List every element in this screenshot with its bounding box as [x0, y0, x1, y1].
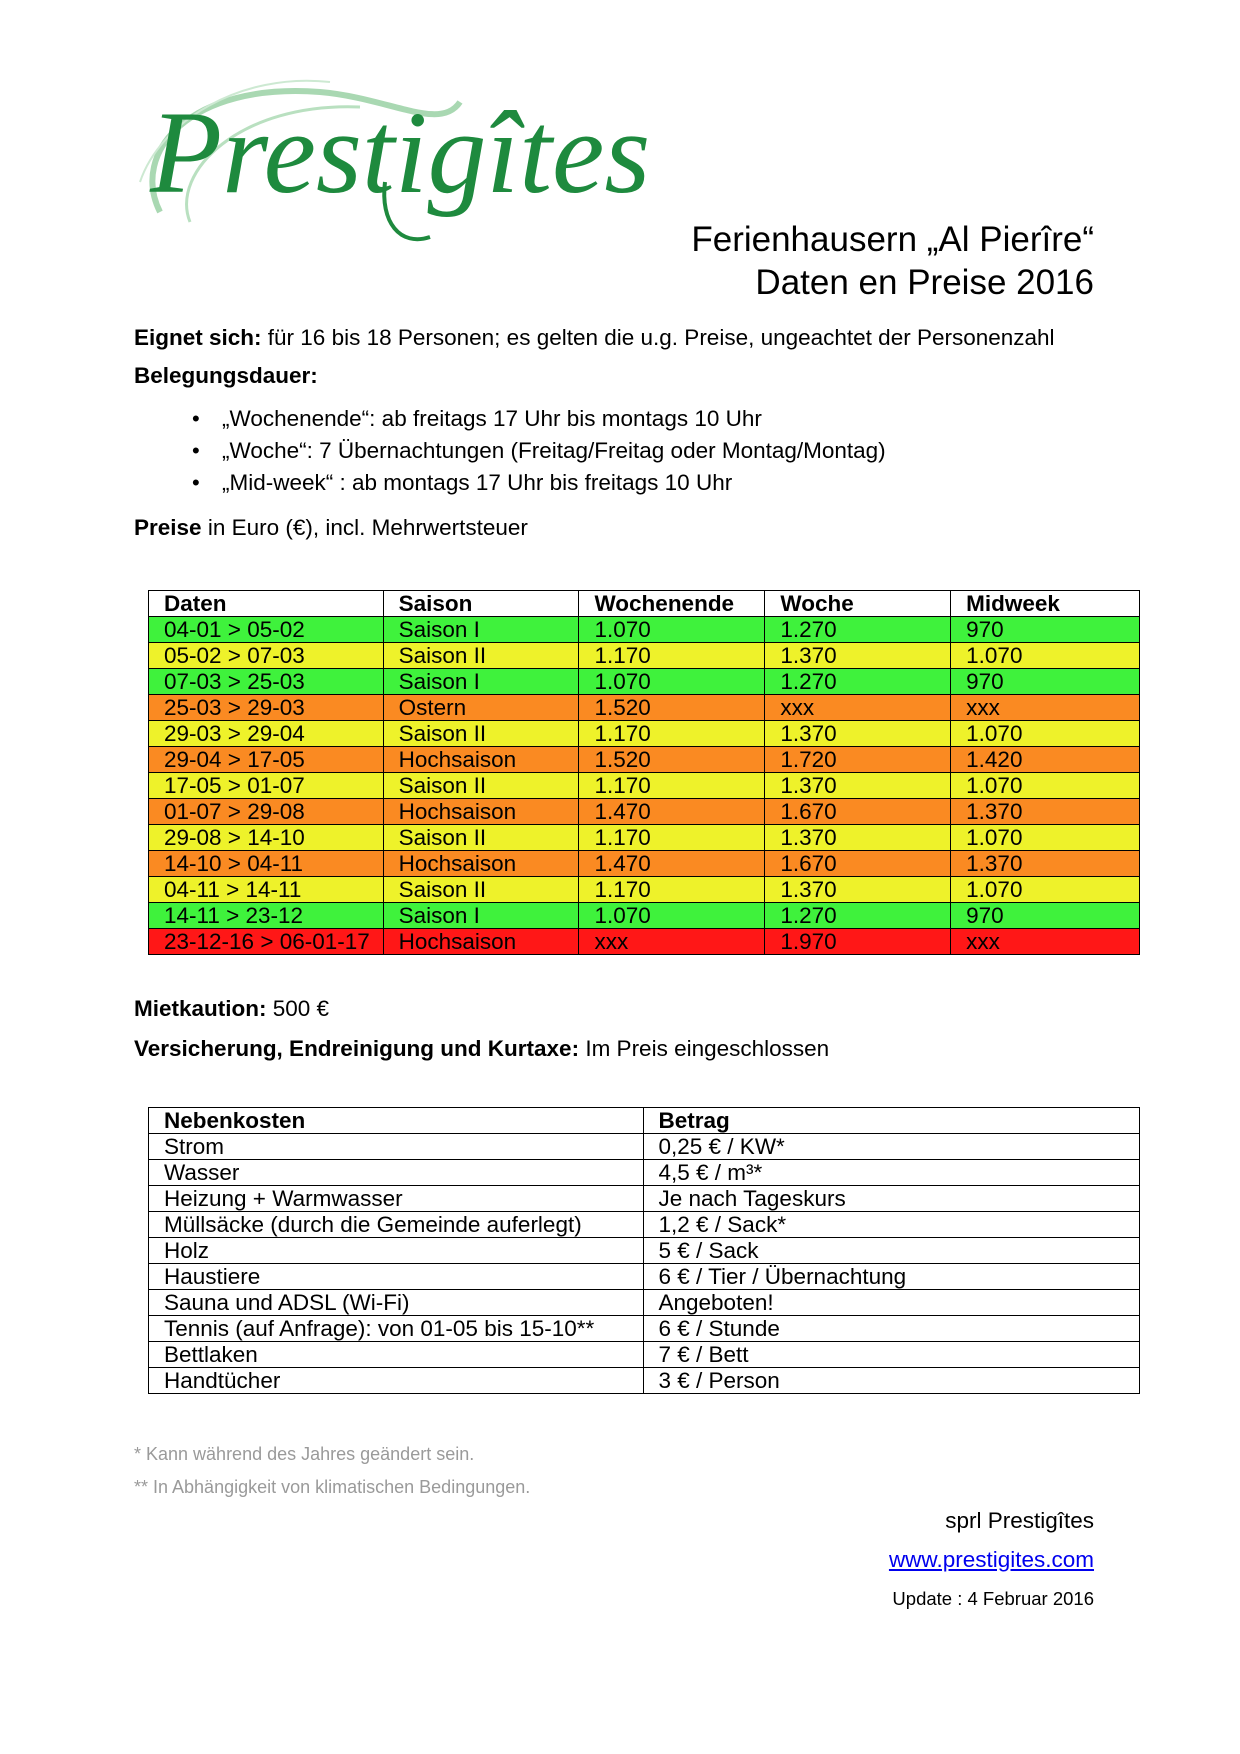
header-daten: Daten [149, 591, 384, 617]
cell-daten: 29-04 > 17-05 [149, 747, 384, 773]
cell-nebenkosten: Heizung + Warmwasser [149, 1186, 644, 1212]
cell-saison: Saison II [383, 643, 579, 669]
cell-saison: Saison I [383, 903, 579, 929]
cell-wochenende: 1.170 [579, 643, 765, 669]
cell-saison: Saison II [383, 773, 579, 799]
cell-woche: xxx [765, 695, 951, 721]
cell-daten: 25-03 > 29-03 [149, 695, 384, 721]
table-row [149, 1368, 1140, 1394]
cell-wochenende: xxx [579, 929, 765, 955]
table-row [149, 695, 1140, 721]
list-item: • „Woche“: 7 Übernachtungen (Freitag/Freitag oder Montag/Montag) [192, 435, 886, 467]
header-wochenende: Wochenende [579, 591, 765, 617]
preise-text: in Euro (€), incl. Mehrwertsteuer [201, 515, 528, 540]
belegung-label-line [134, 363, 318, 389]
header-betrag: Betrag [643, 1108, 1140, 1134]
footnote-1: * Kann während des Jahres geändert sein. [134, 1444, 475, 1464]
header-midweek: Midweek [951, 591, 1140, 617]
table-row [149, 721, 1140, 747]
cell-saison: Hochsaison [383, 799, 579, 825]
cell-betrag: 6 € / Stunde [643, 1316, 1140, 1342]
footnote-2: ** In Abhängigkeit von klimatischen Bedingungen. [134, 1477, 531, 1497]
table-header-row [149, 1108, 1140, 1134]
table-row [149, 1316, 1140, 1342]
cell-midweek: 970 [951, 669, 1140, 695]
cell-midweek: 970 [951, 617, 1140, 643]
company-name: sprl Prestigîtes [945, 1508, 1094, 1533]
table-row [149, 825, 1140, 851]
mietkaution-label: Mietkaution: [134, 996, 267, 1021]
table-row [149, 1134, 1140, 1160]
cell-saison: Hochsaison [383, 747, 579, 773]
cell-nebenkosten: Strom [149, 1134, 644, 1160]
cell-daten: 29-08 > 14-10 [149, 825, 384, 851]
cell-nebenkosten: Bettlaken [149, 1342, 644, 1368]
cell-wochenende: 1.170 [579, 773, 765, 799]
preise-line [134, 515, 528, 541]
header-saison: Saison [383, 591, 579, 617]
prestigites-logo [130, 62, 650, 252]
cell-midweek: 1.370 [951, 799, 1140, 825]
cell-midweek: xxx [951, 929, 1140, 955]
cell-woche: 1.670 [765, 851, 951, 877]
eignet-label: Eignet sich: [134, 325, 262, 350]
cell-nebenkosten: Handtücher [149, 1368, 644, 1394]
title-line-1: Ferienhausern „Al Pierîre“ [691, 220, 1094, 259]
table-row [149, 1160, 1140, 1186]
cell-daten: 07-03 > 25-03 [149, 669, 384, 695]
update-date: Update : 4 Februar 2016 [892, 1588, 1094, 1609]
cell-betrag: 4,5 € / m³* [643, 1160, 1140, 1186]
cell-wochenende: 1.170 [579, 825, 765, 851]
cell-nebenkosten: Haustiere [149, 1264, 644, 1290]
table-row [149, 1212, 1140, 1238]
table-row [149, 669, 1140, 695]
cell-woche: 1.370 [765, 825, 951, 851]
table-row [149, 1342, 1140, 1368]
table-row [149, 1264, 1140, 1290]
cell-woche: 1.270 [765, 669, 951, 695]
cell-woche: 1.270 [765, 617, 951, 643]
cell-midweek: 1.070 [951, 721, 1140, 747]
versicherung-value: Im Preis eingeschlossen [579, 1036, 830, 1061]
cell-betrag: 7 € / Bett [643, 1342, 1140, 1368]
eignet-text: für 16 bis 18 Personen; es gelten die u.g. Preise, ungeachtet der Personenzahl [261, 325, 1055, 350]
cell-nebenkosten: Holz [149, 1238, 644, 1264]
mietkaution-line [134, 996, 329, 1022]
table-row [149, 929, 1140, 955]
cell-midweek: 1.070 [951, 825, 1140, 851]
cell-betrag: Je nach Tageskurs [643, 1186, 1140, 1212]
cell-daten: 14-10 > 04-11 [149, 851, 384, 877]
belegung-label: Belegungsdauer: [134, 363, 318, 388]
versicherung-line [134, 1036, 829, 1062]
cell-daten: 23-12-16 > 06-01-17 [149, 929, 384, 955]
cell-nebenkosten: Wasser [149, 1160, 644, 1186]
cell-wochenende: 1.470 [579, 851, 765, 877]
preise-label: Preise [134, 515, 202, 540]
table-row [149, 851, 1140, 877]
header-nebenkosten: Nebenkosten [149, 1108, 644, 1134]
belegung-list [192, 403, 886, 499]
cell-wochenende: 1.520 [579, 695, 765, 721]
cell-wochenende: 1.170 [579, 721, 765, 747]
cell-wochenende: 1.070 [579, 903, 765, 929]
table-row [149, 1186, 1140, 1212]
header-woche: Woche [765, 591, 951, 617]
cell-woche: 1.720 [765, 747, 951, 773]
cell-wochenende: 1.070 [579, 617, 765, 643]
cell-woche: 1.370 [765, 773, 951, 799]
cell-midweek: 970 [951, 903, 1140, 929]
cell-woche: 1.670 [765, 799, 951, 825]
cell-midweek: 1.370 [951, 851, 1140, 877]
table-row [149, 617, 1140, 643]
cell-woche: 1.970 [765, 929, 951, 955]
cell-saison: Saison II [383, 877, 579, 903]
table-row [149, 1290, 1140, 1316]
cell-nebenkosten: Müllsäcke (durch die Gemeinde auferlegt) [149, 1212, 644, 1238]
list-item: • „Wochenende“: ab freitags 17 Uhr bis montags 10 Uhr [192, 403, 886, 435]
table-row [149, 1238, 1140, 1264]
website-link[interactable]: www.prestigites.com [888, 1547, 1094, 1572]
table-row [149, 877, 1140, 903]
cell-betrag: Angeboten! [643, 1290, 1140, 1316]
logo-text: Prestigîtes [150, 87, 650, 218]
cell-betrag: 6 € / Tier / Übernachtung [643, 1264, 1140, 1290]
cell-daten: 05-02 > 07-03 [149, 643, 384, 669]
cell-woche: 1.370 [765, 721, 951, 747]
list-item: • „Mid-week“ : ab montags 17 Uhr bis freitags 10 Uhr [192, 467, 886, 499]
cell-saison: Saison II [383, 825, 579, 851]
cell-wochenende: 1.520 [579, 747, 765, 773]
cell-betrag: 1,2 € / Sack* [643, 1212, 1140, 1238]
cell-betrag: 3 € / Person [643, 1368, 1140, 1394]
cell-nebenkosten: Sauna und ADSL (Wi-Fi) [149, 1290, 644, 1316]
cell-daten: 04-11 > 14-11 [149, 877, 384, 903]
nebenkosten-table [148, 1107, 1140, 1394]
cell-daten: 01-07 > 29-08 [149, 799, 384, 825]
cell-woche: 1.270 [765, 903, 951, 929]
price-table [148, 590, 1140, 955]
table-row [149, 643, 1140, 669]
cell-saison: Hochsaison [383, 851, 579, 877]
title-line-2: Daten en Preise 2016 [755, 263, 1094, 302]
nebenkosten-table-body [149, 1134, 1140, 1394]
cell-saison: Saison II [383, 721, 579, 747]
cell-daten: 29-03 > 29-04 [149, 721, 384, 747]
cell-midweek: 1.070 [951, 643, 1140, 669]
cell-nebenkosten: Tennis (auf Anfrage): von 01-05 bis 15-10** [149, 1316, 644, 1342]
cell-midweek: 1.070 [951, 773, 1140, 799]
cell-midweek: xxx [951, 695, 1140, 721]
table-row [149, 799, 1140, 825]
cell-woche: 1.370 [765, 643, 951, 669]
table-row [149, 747, 1140, 773]
cell-midweek: 1.070 [951, 877, 1140, 903]
cell-saison: Saison I [383, 617, 579, 643]
cell-woche: 1.370 [765, 877, 951, 903]
cell-wochenende: 1.170 [579, 877, 765, 903]
versicherung-label: Versicherung, Endreinigung und Kurtaxe: [134, 1036, 580, 1061]
document-title [691, 218, 1094, 304]
cell-midweek: 1.420 [951, 747, 1140, 773]
mietkaution-value: 500 € [266, 996, 330, 1021]
cell-wochenende: 1.070 [579, 669, 765, 695]
price-table-body [149, 617, 1140, 955]
table-row [149, 773, 1140, 799]
cell-daten: 17-05 > 01-07 [149, 773, 384, 799]
table-header-row [149, 591, 1140, 617]
cell-wochenende: 1.470 [579, 799, 765, 825]
cell-betrag: 0,25 € / KW* [643, 1134, 1140, 1160]
cell-saison: Saison I [383, 669, 579, 695]
cell-saison: Ostern [383, 695, 579, 721]
table-row [149, 903, 1140, 929]
cell-betrag: 5 € / Sack [643, 1238, 1140, 1264]
eignet-line [134, 325, 1055, 351]
cell-saison: Hochsaison [383, 929, 579, 955]
cell-daten: 04-01 > 05-02 [149, 617, 384, 643]
cell-daten: 14-11 > 23-12 [149, 903, 384, 929]
